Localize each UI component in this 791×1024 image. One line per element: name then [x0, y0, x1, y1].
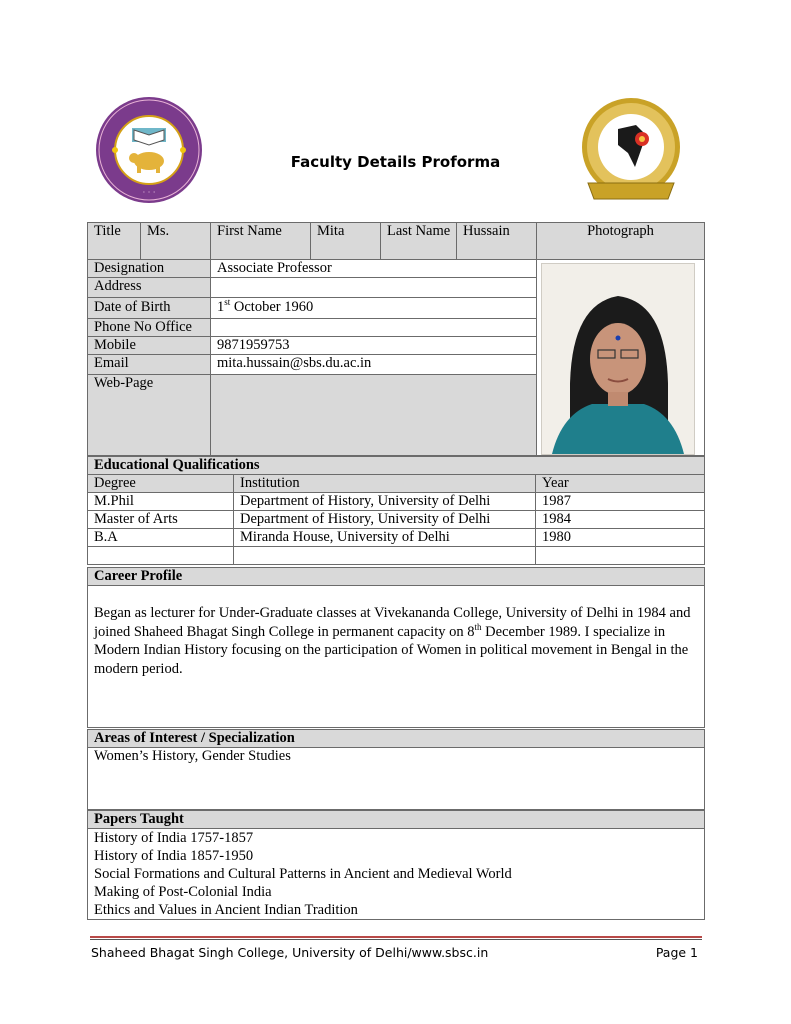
- list-item: History of India 1857-1950: [94, 848, 254, 864]
- personal-details-table: [87, 222, 705, 456]
- year-header: Year: [536, 475, 705, 493]
- dob-day: 1: [217, 299, 225, 316]
- career-text-a: Began as lecturer for Under-Graduate classes at Vivekananda College, University of Delhi in 1984 and joined Shaheed Bhagat Singh College in permanent capacity on 8: [94, 605, 691, 640]
- papers-heading: Papers Taught: [88, 811, 705, 829]
- photograph-label: Photograph: [537, 223, 705, 260]
- papers-list: [88, 829, 705, 920]
- education-heading: Educational Qualifications: [88, 457, 705, 475]
- interests-text: Women’s History, Gender Studies: [88, 748, 705, 810]
- date-of-birth-value: [211, 297, 537, 318]
- email-value: mita.hussain@sbs.du.ac.in: [211, 355, 537, 374]
- svg-text:· · ·: · · ·: [142, 188, 156, 197]
- dob-rest: October 1960: [230, 299, 314, 316]
- first-name-label: First Name: [211, 223, 311, 260]
- list-item: Social Formations and Cultural Patterns in Ancient and Medieval World: [94, 866, 512, 882]
- institution-cell: Department of History, University of Delhi: [234, 493, 536, 511]
- list-item: Making of Post-Colonial India: [94, 884, 272, 900]
- sbs-college-logo: [580, 95, 682, 207]
- title-value: Ms.: [141, 223, 211, 260]
- footer-page-number: Page 1: [655, 945, 698, 960]
- papers-table: [87, 810, 705, 920]
- faculty-photo: [541, 263, 695, 455]
- career-table: [87, 567, 705, 728]
- table-row: [88, 493, 705, 511]
- mobile-value: 9871959753: [211, 337, 537, 355]
- degree-cell: M.Phil: [88, 493, 234, 511]
- interests-table: [87, 729, 705, 810]
- last-name-value: Hussain: [457, 223, 537, 260]
- web-page-label: Web-Page: [88, 374, 211, 455]
- empty-cell: [234, 547, 536, 565]
- address-label: Address: [88, 278, 211, 297]
- interests-heading: Areas of Interest / Specialization: [88, 730, 705, 748]
- degree-cell: B.A: [88, 529, 234, 547]
- first-name-value: Mita: [311, 223, 381, 260]
- designation-label: Designation: [88, 260, 211, 278]
- table-row: [88, 511, 705, 529]
- phone-office-label: Phone No Office: [88, 318, 211, 336]
- career-heading: Career Profile: [88, 568, 705, 586]
- footer-rule-red: [90, 936, 702, 938]
- email-label: Email: [88, 355, 211, 374]
- list-item: Ethics and Values in Ancient Indian Tradition: [94, 902, 358, 918]
- university-of-delhi-logo: [94, 95, 204, 205]
- web-page-value: [211, 374, 537, 455]
- institution-cell: Miranda House, University of Delhi: [234, 529, 536, 547]
- career-text-b: December 1989. I specialize in Modern Indian History focusing on the participation of Women in political movement in Bengal in the modern period.: [94, 623, 689, 677]
- date-of-birth-label: Date of Birth: [88, 297, 211, 318]
- title-label: Title: [88, 223, 141, 260]
- designation-value: Associate Professor: [211, 260, 537, 278]
- list-item: History of India 1757-1857: [94, 830, 254, 846]
- empty-cell: [88, 547, 234, 565]
- address-value: [211, 278, 537, 297]
- table-row-empty: [88, 547, 705, 565]
- mobile-label: Mobile: [88, 337, 211, 355]
- degree-header: Degree: [88, 475, 234, 493]
- year-cell: 1987: [536, 493, 705, 511]
- photograph-cell: [537, 260, 705, 456]
- dob-day-suffix: st: [224, 297, 231, 308]
- footer-college: Shaheed Bhagat Singh College, University of Delhi/www.sbsc.in: [91, 945, 489, 960]
- page-title: Faculty Details Proforma: [290, 153, 501, 171]
- institution-header: Institution: [234, 475, 536, 493]
- degree-cell: Master of Arts: [88, 511, 234, 529]
- year-cell: 1980: [536, 529, 705, 547]
- career-text-sup: th: [474, 621, 482, 632]
- table-row: [88, 529, 705, 547]
- empty-cell: [536, 547, 705, 565]
- footer-rule-grey: [90, 939, 702, 940]
- career-text: [88, 586, 705, 728]
- last-name-label: Last Name: [381, 223, 457, 260]
- year-cell: 1984: [536, 511, 705, 529]
- institution-cell: Department of History, University of Delhi: [234, 511, 536, 529]
- phone-office-value: [211, 318, 537, 336]
- education-table: [87, 456, 705, 565]
